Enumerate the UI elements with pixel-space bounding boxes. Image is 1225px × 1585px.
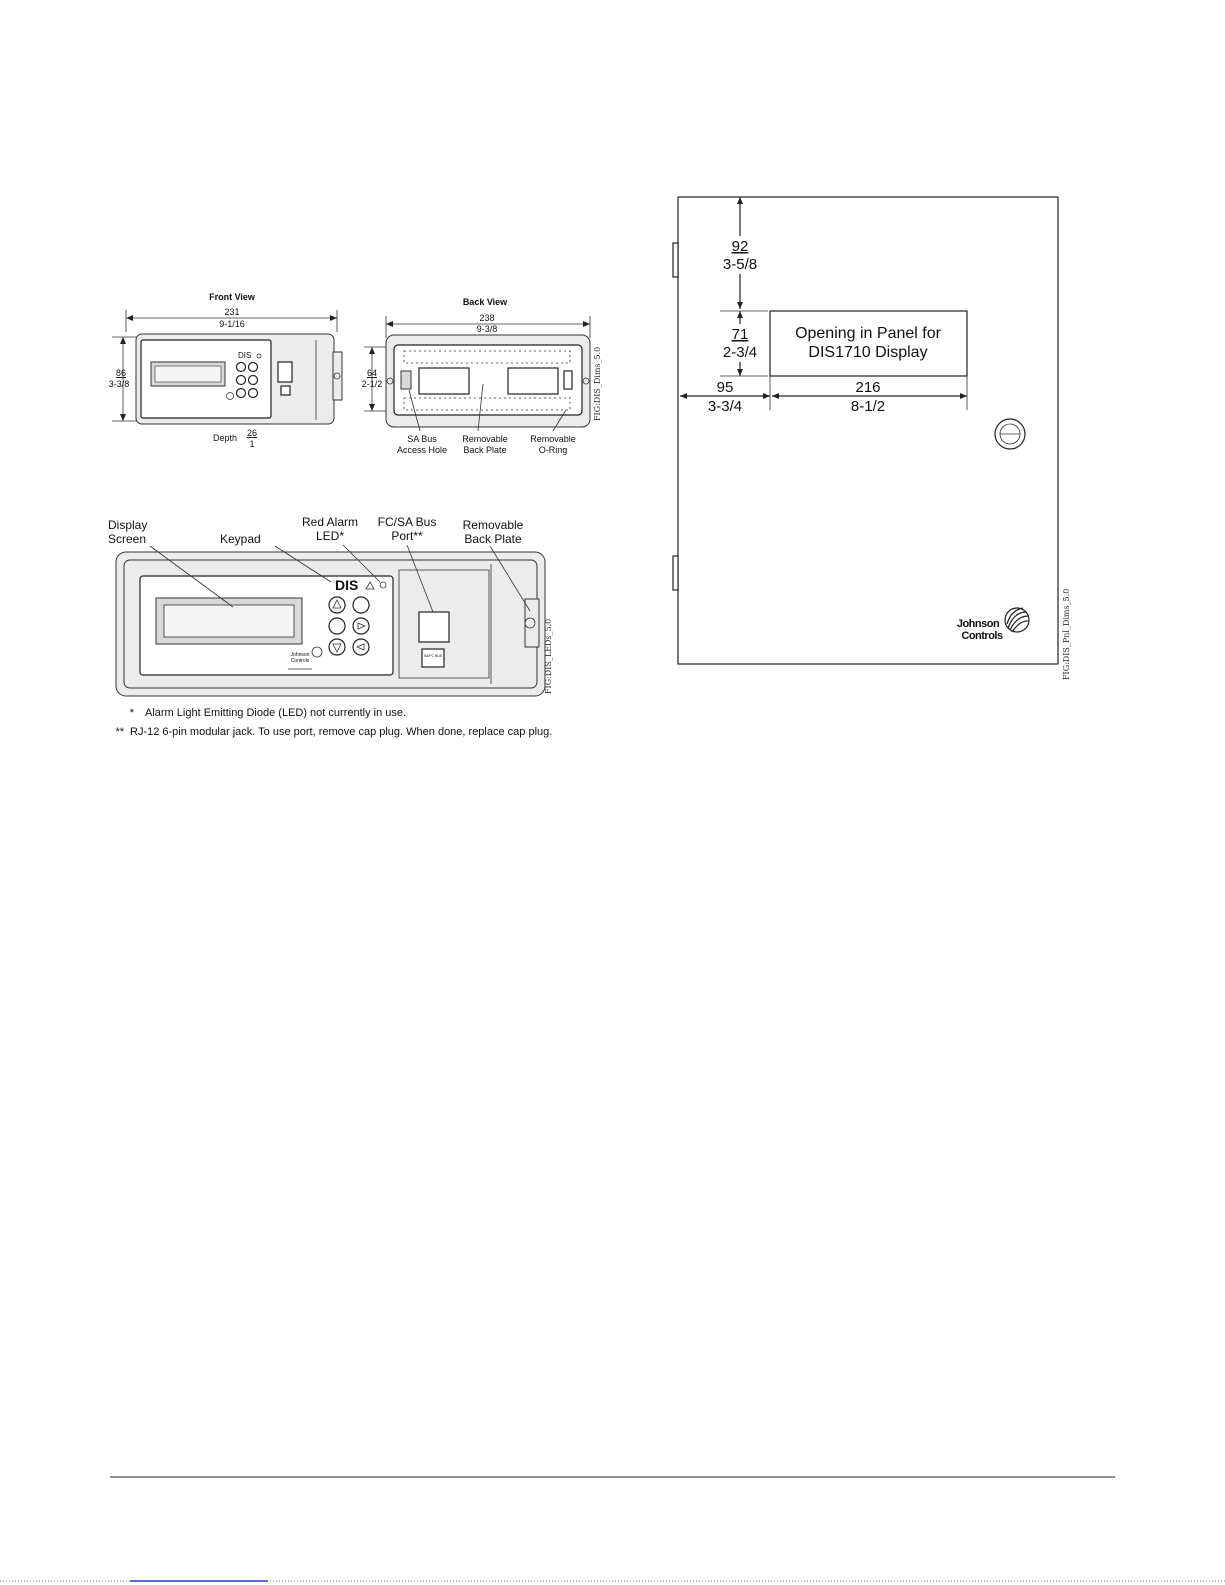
keypad-button xyxy=(353,639,369,655)
front-height-mm: 86 xyxy=(115,368,127,378)
port-cap-plug xyxy=(422,649,444,667)
panel-top-mm: 92 xyxy=(731,238,749,255)
label-fc-sa-port-1: FC/SA Bus xyxy=(377,515,437,529)
footnote2-mark: ** xyxy=(115,726,124,738)
opening-line1: Opening in Panel for xyxy=(795,325,941,342)
panel-height-in: 2-3/4 xyxy=(722,344,758,361)
front-view-title: Front View xyxy=(209,292,255,302)
label-keypad: Keypad xyxy=(220,532,261,546)
callout-back-plate-1: Removable xyxy=(462,434,508,444)
label-red-alarm-2: LED* xyxy=(315,529,345,543)
label-display-screen-1: Display xyxy=(108,518,148,532)
front-width-mm: 231 xyxy=(224,307,240,317)
back-width-in: 9-3/8 xyxy=(476,324,498,334)
panel-height-mm: 71 xyxy=(731,326,749,343)
panel-top-in: 3-5/8 xyxy=(722,256,758,273)
front-back-fig-id: FIG:DIS_Dims_5.0 xyxy=(593,346,602,421)
panel-hinge-bottom xyxy=(673,556,678,590)
back-width-mm: 238 xyxy=(479,313,495,323)
panel-left-in: 3-3/4 xyxy=(707,398,743,415)
callout-back-plate-2: Back Plate xyxy=(463,445,507,455)
panel-width-in: 8-1/2 xyxy=(850,398,886,415)
detail-brand-2: Controls xyxy=(290,658,310,664)
callout-sa-bus-2: Access Hole xyxy=(396,445,448,455)
panel-fig-id: FIG:DIS_Pnl_Dims_5.0 xyxy=(1062,588,1071,680)
detail-dis-mark: DIS xyxy=(335,577,359,593)
label-back-plate-1: Removable xyxy=(462,518,524,532)
front-view-figure xyxy=(109,292,342,449)
front-port-plug xyxy=(281,386,290,395)
label-red-alarm-1: Red Alarm xyxy=(301,515,359,529)
back-view-figure xyxy=(362,297,602,455)
detail-brand-1: Johnson xyxy=(290,652,310,658)
panel-brand-1: Johnson xyxy=(956,618,1000,630)
footnote1-mark: * xyxy=(129,707,134,719)
panel-left-mm: 95 xyxy=(716,379,734,396)
front-height-in: 3-3/8 xyxy=(108,379,130,389)
panel-hinge-top xyxy=(673,243,678,277)
footnote1: Alarm Light Emitting Diode (LED) not currently in use. xyxy=(145,707,407,719)
sa-bus-access-hole xyxy=(401,371,411,389)
back-view-title: Back View xyxy=(462,297,508,307)
fc-sa-bus-port xyxy=(419,612,449,642)
footnote2: RJ-12 6-pin modular jack. To use port, remove cap plug. When done, replace cap plug. xyxy=(130,726,553,738)
callout-oring-1: Removable xyxy=(530,434,576,444)
depth-mm: 26 xyxy=(246,428,258,438)
callout-oring-2: O-Ring xyxy=(538,445,568,455)
label-fc-sa-port-2: Port** xyxy=(391,529,423,543)
keypad-button xyxy=(353,618,369,634)
keypad-button xyxy=(329,618,345,634)
front-port xyxy=(278,362,292,382)
depth-in: 1 xyxy=(249,439,255,449)
front-dis-mark: DIS xyxy=(238,351,252,360)
panel-width-mm: 216 xyxy=(855,379,881,396)
port-plug-text: SA/FC BUS xyxy=(423,654,443,658)
johnson-controls-logo-icon xyxy=(1005,608,1029,632)
back-window-right xyxy=(508,368,558,394)
back-height-mm: 64 xyxy=(366,368,378,378)
panel-opening-figure xyxy=(673,197,1071,680)
label-back-plate-2: Back Plate xyxy=(464,532,522,546)
detail-fig-id: FIG:DIS_LEDs_5.0 xyxy=(544,618,553,694)
panel-brand-2: Controls xyxy=(961,630,1003,642)
depth-label: Depth xyxy=(212,433,237,443)
back-height-in: 2-1/2 xyxy=(361,379,383,389)
callout-sa-bus-1: SA Bus xyxy=(407,434,437,444)
label-display-screen-2: Screen xyxy=(108,532,147,546)
detail-view-figure xyxy=(108,515,553,738)
opening-line2: DIS1710 Display xyxy=(808,344,928,361)
back-window-left xyxy=(419,368,469,394)
keypad-button xyxy=(353,597,369,613)
front-width-in: 9-1/16 xyxy=(219,319,245,329)
